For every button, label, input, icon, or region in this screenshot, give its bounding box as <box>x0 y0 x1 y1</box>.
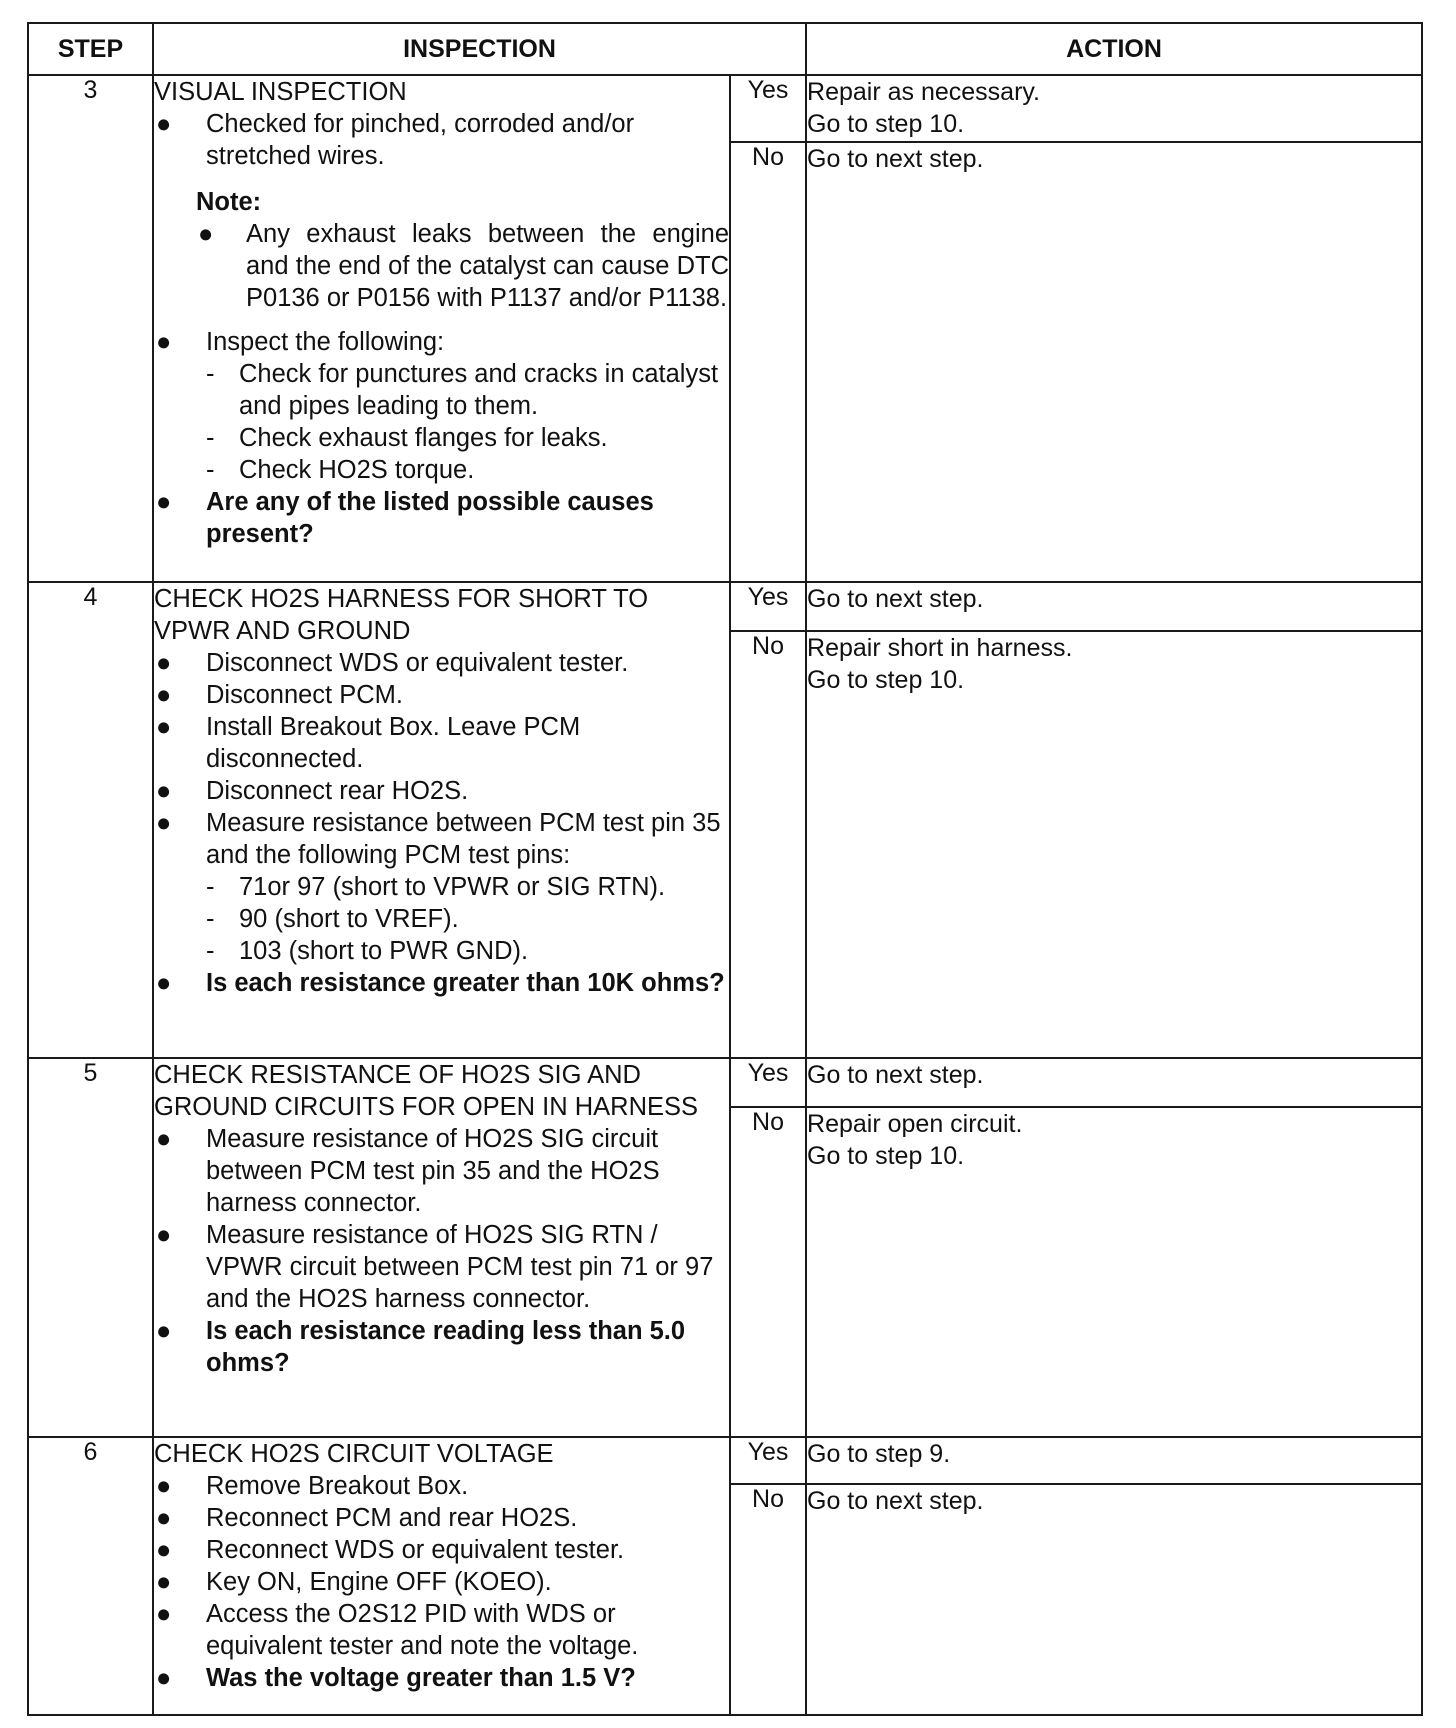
bullet-icon: ● <box>156 488 172 516</box>
diagnostic-table <box>27 22 1423 1716</box>
yes-label: Yes <box>730 1437 806 1485</box>
bullet-icon: ● <box>156 648 172 677</box>
no-label: No <box>730 631 806 1058</box>
list-item: ● Reconnect PCM and rear HO2S. <box>156 1503 578 1532</box>
sub-item: - Check HO2S torque. <box>206 456 475 484</box>
list-item: ● Measure resistance of HO2S SIG RTN / VPWR circuit between PCM test pin 71 or 97 and the HO2S harness connector. <box>156 1221 714 1314</box>
bullet-icon: ● <box>156 1471 172 1500</box>
list-item: ● Remove Breakout Box. <box>156 1471 469 1500</box>
header-row <box>28 23 1422 75</box>
bullet-icon: ● <box>156 1503 172 1532</box>
inspection-cell <box>153 1058 730 1436</box>
table-row <box>28 1058 1422 1107</box>
sub-item: - 103 (short to PWR GND). <box>206 936 529 965</box>
bullet-icon: ● <box>156 1317 172 1346</box>
bullet-icon: ● <box>156 808 172 837</box>
table-row <box>28 75 1422 142</box>
yes-label: Yes <box>730 582 806 631</box>
list-item: ● Measure resistance of HO2S SIG circuit between PCM test pin 35 and the HO2S harness connector. <box>156 1125 660 1218</box>
bullet-icon: ● <box>156 1221 172 1250</box>
table-row <box>28 582 1422 631</box>
step-number: 4 <box>28 582 153 1058</box>
bullet-icon: ● <box>156 1567 172 1596</box>
bullet-icon: ● <box>156 680 172 709</box>
question-item: ● Are any of the listed possible causes present? <box>156 488 654 548</box>
question-item: ● Is each resistance reading less than 5.0 ohms? <box>156 1317 686 1378</box>
bullet-icon: ● <box>156 1535 172 1564</box>
bullet-icon: ● <box>156 110 172 138</box>
no-label: No <box>730 1107 806 1436</box>
sub-item: - 71or 97 (short to VPWR or SIG RTN). <box>206 872 666 901</box>
sub-item: - Check exhaust flanges for leaks. <box>206 424 608 452</box>
list-item: ● Disconnect PCM. <box>156 680 403 709</box>
inspection-cell <box>153 1437 730 1715</box>
question-item: ● Was the voltage greater than 1.5 V? <box>156 1663 636 1692</box>
yes-action: Go to step 9. <box>806 1437 1422 1485</box>
no-label: No <box>730 1484 806 1715</box>
inspection-cell <box>153 75 730 582</box>
yes-action: Go to next step. <box>806 1058 1422 1107</box>
note-label: Note: <box>196 188 262 216</box>
list-item: ● Any exhaust leaks between the engine and the end of the catalyst can cause DTC P0136 or P0156 with P1137 and/or P1138. <box>198 220 729 312</box>
no-action: Go to next step. <box>806 142 1422 582</box>
no-action: Repair open circuit. Go to step 10. <box>806 1107 1422 1436</box>
step-number: 6 <box>28 1437 153 1715</box>
list-item: ● Disconnect WDS or equivalent tester. <box>156 648 629 677</box>
header-action: ACTION <box>806 23 1422 75</box>
list-item: ● Key ON, Engine OFF (KOEO). <box>156 1567 552 1596</box>
list-item: ● Install Breakout Box. Leave PCM disconnected. <box>156 712 581 773</box>
question-item: ● Is each resistance greater than 10K ohms? <box>156 968 725 997</box>
header-inspection: INSPECTION <box>153 23 806 75</box>
table-row <box>28 1437 1422 1485</box>
bullet-icon: ● <box>156 712 172 741</box>
sub-item: - Check for punctures and cracks in catalyst and pipes leading to them. <box>206 360 719 420</box>
bullet-icon: ● <box>156 1663 172 1692</box>
no-action: Repair short in harness. Go to step 10. <box>806 631 1422 1058</box>
bullet-icon: ● <box>198 220 214 248</box>
note-block <box>196 186 729 314</box>
yes-action: Go to next step. <box>806 582 1422 631</box>
header-step: STEP <box>28 23 153 75</box>
list-item: ● Reconnect WDS or equivalent tester. <box>156 1535 625 1564</box>
list-item: ● Disconnect rear HO2S. <box>156 776 469 805</box>
list-item: ● Access the O2S12 PID with WDS or equivalent tester and note the voltage. <box>156 1599 639 1660</box>
yes-label: Yes <box>730 1058 806 1107</box>
step-title: CHECK HO2S HARNESS FOR SHORT TO VPWR AND GROUND <box>154 584 649 645</box>
yes-label: Yes <box>730 75 806 142</box>
inspection-cell <box>153 582 730 1058</box>
no-label: No <box>730 142 806 582</box>
list-item: ● Inspect the following: <box>156 328 445 356</box>
step-number: 3 <box>28 75 153 582</box>
bullet-icon: ● <box>156 1599 172 1628</box>
bullet-icon: ● <box>156 968 172 997</box>
bullet-icon: ● <box>156 1125 172 1154</box>
step-title: CHECK HO2S CIRCUIT VOLTAGE <box>154 1439 554 1468</box>
yes-action: Repair as necessary. Go to step 10. <box>806 75 1422 142</box>
no-action: Go to next step. <box>806 1484 1422 1715</box>
step-title: CHECK RESISTANCE OF HO2S SIG AND GROUND CIRCUITS FOR OPEN IN HARNESS <box>154 1061 699 1122</box>
step-title: VISUAL INSPECTION <box>154 78 407 106</box>
sub-item: - 90 (short to VREF). <box>206 904 459 933</box>
list-item: ● Checked for pinched, corroded and/or stretched wires. <box>156 110 635 170</box>
bullet-icon: ● <box>156 776 172 805</box>
list-item: ● Measure resistance between PCM test pin 35 and the following PCM test pins: <box>156 808 721 869</box>
bullet-icon: ● <box>156 328 172 356</box>
step-number: 5 <box>28 1058 153 1436</box>
